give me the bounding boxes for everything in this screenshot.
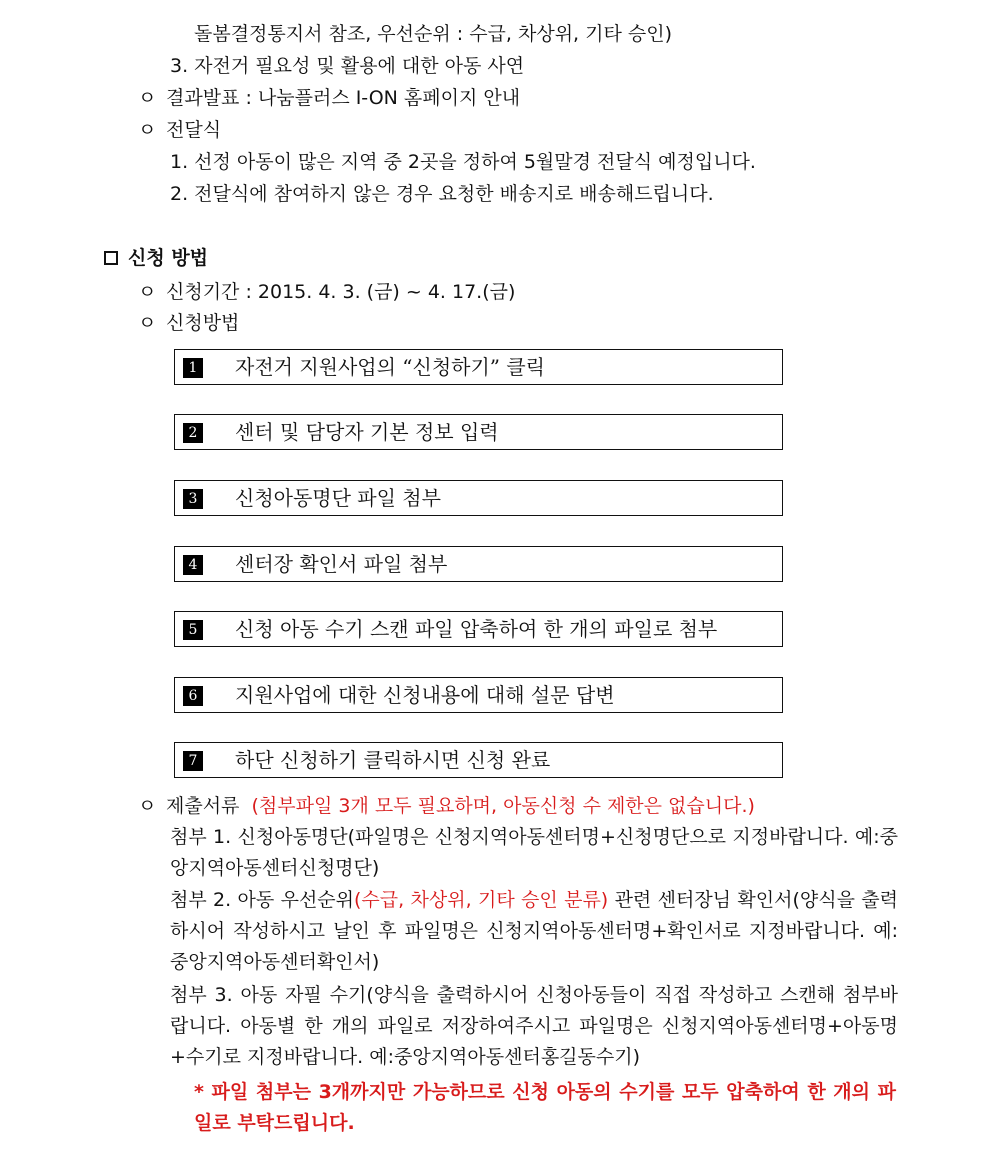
final-note: * 파일 첨부는 3개까지만 가능하므로 신청 아동의 수기를 모두 압축하여 한 개의 파일로 부탁드립니다.	[194, 1081, 896, 1134]
step-text: 센터장 확인서 파일 첨부	[235, 552, 448, 576]
step-box	[174, 349, 783, 385]
docs-label: 제출서류	[166, 795, 240, 817]
step-number: 1	[183, 358, 203, 378]
step-number: 5	[183, 620, 203, 640]
step-box	[174, 546, 783, 582]
step-text: 신청아동명단 파일 첨부	[235, 486, 441, 510]
step-text: 센터 및 담당자 기본 정보 입력	[235, 420, 499, 444]
attachment-2	[170, 885, 898, 978]
section-title: 신청 방법	[128, 247, 209, 269]
step-number: 4	[183, 555, 203, 575]
step-box	[174, 480, 783, 516]
step-number: 3	[183, 489, 203, 509]
circle-bullet-icon: ㅇ	[138, 119, 157, 141]
square-bullet-icon	[104, 251, 118, 265]
period-text: 신청기간 : 2015. 4. 3. (금) ~ 4. 17.(금)	[166, 281, 516, 303]
attachment-2-priority: (수급, 차상위, 기타 승인 분류)	[354, 889, 609, 911]
attachment-2-rest: 관련 센터장님 확인서(양식을 출력하시어 작성하시고 날인 후 파일명은 신청지역아동센터명+확인서로 지정바랍니다. 예:중앙지역아동센터확인서)	[170, 889, 898, 973]
announce-text: 결과발표 : 나눔플러스 I-ON 홈페이지 안내	[166, 87, 521, 109]
list-item: 3. 자전거 필요성 및 활용에 대한 아동 사연	[170, 55, 525, 77]
circle-bullet-icon: ㅇ	[138, 281, 157, 303]
step-box	[174, 611, 783, 647]
step-number: 2	[183, 423, 203, 443]
circle-bullet-icon: ㅇ	[138, 87, 157, 109]
announce-bullet	[138, 86, 520, 110]
list-item: 2. 전달식에 참여하지 않은 경우 요청한 배송지로 배송해드립니다.	[170, 183, 714, 205]
step-box	[174, 677, 783, 713]
text-line: 돌봄결정통지서 참조, 우선순위 : 수급, 차상위, 기타 승인)	[194, 23, 672, 45]
method-bullet	[138, 311, 239, 335]
step-number: 6	[183, 686, 203, 706]
circle-bullet-icon: ㅇ	[138, 312, 157, 334]
attachment-3: 첨부 3. 아동 자필 수기(양식을 출력하시어 신청아동들이 직접 작성하고 스캔해 첨부바랍니다. 아동별 한 개의 파일로 저장하여주시고 파일명은 신청지역아동센터명+아동명+수기로 지정바랍니다. 예:중앙지역아동센터홍길동수기)	[170, 984, 898, 1068]
section-heading	[104, 246, 208, 270]
docs-note: (첨부파일 3개 모두 필요하며, 아동신청 수 제한은 없습니다.)	[251, 795, 755, 817]
docs-bullet	[138, 794, 755, 818]
ceremony-text: 전달식	[166, 119, 222, 141]
attachment-1: 첨부 1. 신청아동명단(파일명은 신청지역아동센터명+신청명단으로 지정바랍니다. 예:중앙지역아동센터신청명단)	[170, 826, 898, 879]
step-text: 자전거 지원사업의 “신청하기” 클릭	[235, 355, 546, 379]
method-text: 신청방법	[166, 312, 240, 334]
list-item: 1. 선정 아동이 많은 지역 중 2곳을 정하여 5월말경 전달식 예정입니다.	[170, 151, 756, 173]
step-text: 지원사업에 대한 신청내용에 대해 설문 답변	[235, 683, 615, 707]
ceremony-bullet	[138, 118, 221, 142]
step-text: 신청 아동 수기 스캔 파일 압축하여 한 개의 파일로 첨부	[235, 617, 718, 641]
circle-bullet-icon: ㅇ	[138, 795, 157, 817]
attachment-2-lead: 첨부 2. 아동 우선순위	[170, 889, 355, 911]
step-text: 하단 신청하기 클릭하시면 신청 완료	[235, 748, 551, 772]
period-bullet	[138, 280, 515, 304]
step-number: 7	[183, 751, 203, 771]
step-box	[174, 742, 783, 778]
step-box	[174, 414, 783, 450]
